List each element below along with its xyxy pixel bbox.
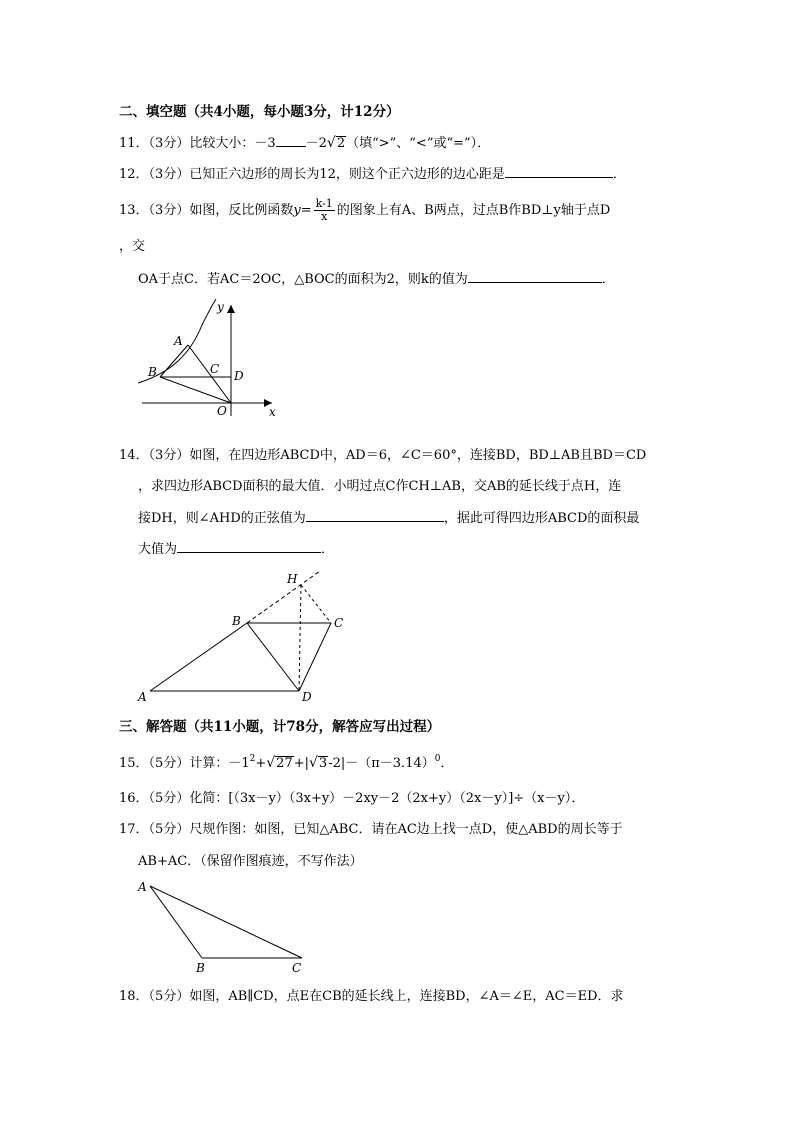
question-11: 11．（3分）比较大小：－3 －2√2（填“>”、“<”或“=”）． (119, 135, 491, 151)
question-14: 14．（3分）如图，在四边形ABCD中，AD＝6，∠C＝60°，连接BD，BD⊥AB且BD＝CD (119, 448, 647, 463)
section-3-title: 三、解答题（共11小题，计78分，解答应写出过程） (119, 719, 441, 735)
question-13-line2: ，交 (119, 239, 146, 254)
label-y: y (217, 300, 224, 314)
q13-figure (130, 295, 290, 420)
section-2-title: 二、填空题（共4小题，每小题3分，计12分） (119, 104, 400, 120)
extension-bh (247, 571, 320, 623)
question-12: 12．（3分）已知正六边形的周长为12，则这个正六边形的边心距是 ． (119, 167, 626, 182)
label-a: A (174, 334, 183, 348)
label-a: A (138, 690, 147, 704)
question-13-line3: OA于点C．若AC＝2OC，△BOC的面积为2，则k的值为 ． (138, 272, 615, 287)
q13-fraction: $\frac{k-1}{x}$ (315, 197, 333, 223)
q14-answer-blank-2[interactable] (177, 540, 321, 553)
label-x: x (269, 405, 276, 419)
segment-hd (299, 585, 301, 691)
label-c: C (334, 616, 344, 630)
label-d: D (302, 690, 312, 704)
y-axis-arrow (227, 305, 235, 313)
q11-answer-blank[interactable] (276, 134, 306, 147)
segment-bo (160, 377, 231, 403)
q14-answer-blank-1[interactable] (306, 509, 444, 522)
question-13: 13．（3分）如图，反比例函数y= $\frac{k-1}{x}$ 的图象上有A、B两点，过点B作BD⊥y轴于点D (119, 197, 611, 223)
q13-answer-blank[interactable] (468, 270, 602, 283)
label-c: C (292, 961, 302, 975)
label-b: B (148, 365, 157, 379)
question-18: 18．（5分）如图，AB∥CD，点E在CB的延长线上，连接BD，∠A＝∠E，AC＝ED．求 (119, 989, 624, 1004)
question-14-line3: 接DH，则∠AHD的正弦值为 ，据此可得四边形ABCD的面积最 (138, 511, 640, 526)
question-16: 16．（5分）化简：[（3x－y）（3x+y）－2xy－2（2x+y）（2x－y）]÷（x－y）． (119, 791, 585, 806)
segment-bd (247, 623, 299, 691)
question-17-line2: AB+AC．（保留作图痕迹，不写作法） (138, 854, 363, 869)
question-14-line4: 大值为 ． (138, 542, 335, 557)
q11-number: 11． (119, 136, 149, 151)
label-b: B (196, 961, 205, 975)
question-17: 17．（5分）尺规作图：如图，已知△ABC．请在AC边上找一点D，使△ABD的周长等于 (119, 822, 623, 837)
question-14-line2: ，求四边形ABCD面积的最大值．小明过点C作CH⊥AB，交AB的延长线于点H，连 (138, 479, 622, 494)
q14-figure (130, 565, 344, 705)
q17-figure (130, 876, 320, 976)
label-a: A (138, 880, 147, 894)
label-b: B (232, 614, 241, 628)
label-h: H (287, 572, 298, 586)
label-d: D (234, 369, 244, 383)
q11-score: （3分） (148, 136, 190, 151)
label-c: C (210, 362, 220, 376)
segment-cd (299, 623, 331, 691)
q12-answer-blank[interactable] (505, 165, 613, 178)
segment-ac (150, 886, 302, 958)
segment-ab (150, 886, 202, 958)
segment-hc (301, 585, 331, 623)
label-o: O (217, 404, 227, 418)
segment-ba (160, 345, 188, 377)
segment-ab (150, 623, 247, 691)
question-15: 15．（5分）计算：$-1^2+√27+|√3-2|-(\pi-3.14)^0$． (119, 754, 454, 771)
